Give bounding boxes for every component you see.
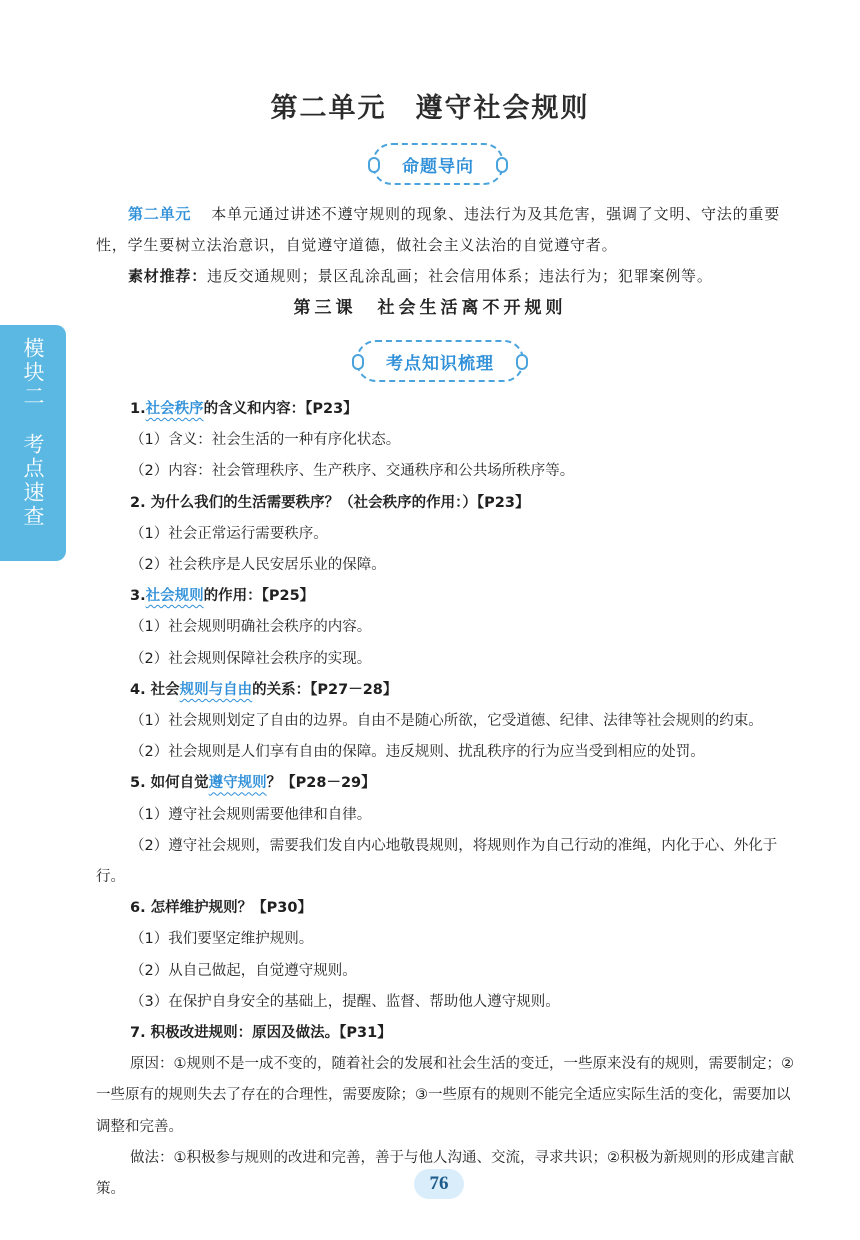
section-heading-text: 7. 积极改进规则：原因及做法。【P31】 <box>130 1025 392 1042</box>
material-text: 违反交通规则；景区乱涂乱画；社会信用体系；违法行为；犯罪案例等。 <box>207 267 713 285</box>
section-line: （1）社会正常运行需要秩序。 <box>130 525 328 542</box>
lesson-title: 第三课 社会生活离不开规则 <box>293 298 567 318</box>
section-heading <box>96 675 800 706</box>
section-line: （1）我们要坚定维护规则。 <box>130 931 314 948</box>
section-heading-text: 1. <box>130 401 146 417</box>
section-line: （2）社会规则是人们享有自由的保障。违反规则、扰乱秩序的行为应当受到相应的处罚。 <box>130 744 705 761</box>
keyword-highlight: 社会规则 <box>145 588 204 605</box>
section-heading-suffix: 的作用：【P25】 <box>203 588 315 605</box>
intro-paragraph <box>96 199 800 261</box>
material-label: 素材推荐： <box>128 267 208 285</box>
section-heading <box>96 1018 800 1049</box>
section-line: （2）遵守社会规则，需要我们发自内心地敬畏规则，将规则作为自己行动的准绳，内化于心、外化于行。 <box>96 837 778 886</box>
intro-block <box>96 199 800 292</box>
material-paragraph <box>96 261 800 292</box>
section-heading-text: 2. 为什么我们的生活需要秩序？（社会秩序的作用：）【P23】 <box>130 494 530 511</box>
intro-text: 本单元通过讲述不遵守规则的现象、违法行为及其危害，强调了文明、守法的重要性，学生要树立法治意识，自觉遵守道德，做社会主义法治的自觉遵守者。 <box>96 205 781 254</box>
section-line: （3）在保护自身安全的基础上，提醒、监督、帮助他人遵守规则。 <box>130 993 560 1010</box>
section-line: （2）内容：社会管理秩序、生产秩序、交通秩序和公共场所秩序等。 <box>130 463 575 480</box>
section-line: 做法：①积极参与规则的改进和完善，善于与他人沟通、交流，寻求共识；②积极为新规则的形成建言献策。 <box>96 1149 794 1198</box>
section-heading-suffix: 的关系：【P27－28】 <box>252 681 398 698</box>
badge-label: 命题导向 <box>402 156 474 177</box>
badge-label: 考点知识梳理 <box>386 353 494 374</box>
section-heading <box>96 488 800 519</box>
side-tab <box>0 325 66 561</box>
page-number: 76 <box>414 1169 464 1199</box>
section-heading <box>96 394 800 425</box>
section-line: （2）从自己做起，自觉遵守规则。 <box>130 962 357 979</box>
section-line: （1）社会规则划定了自由的边界。自由不是随心所欲，它受道德、纪律、法律等社会规则的约束。 <box>130 713 763 730</box>
intro-lead: 第二单元 <box>128 205 192 223</box>
section-line: （2）社会秩序是人民安居乐业的保障。 <box>130 557 386 574</box>
section-line: （1）遵守社会规则需要他律和自律。 <box>130 806 372 823</box>
section-heading-suffix: ？【P28－29】 <box>266 775 376 792</box>
section-heading <box>96 768 800 799</box>
section-line: （1）社会规则明确社会秩序的内容。 <box>130 619 372 636</box>
section-heading-text: 6. 怎样维护规则？【P30】 <box>130 900 312 917</box>
keyword-highlight: 遵守规则 <box>208 775 267 792</box>
side-tab-label: 模块二 考点速查 <box>21 337 45 529</box>
section-line: （2）社会规则保障社会秩序的实现。 <box>130 650 372 667</box>
badge-proposition-guide <box>372 143 504 185</box>
section-heading-suffix: 的含义和内容：【P23】 <box>203 401 358 417</box>
keyword-highlight: 社会秩序 <box>145 401 204 417</box>
knowledge-points <box>96 394 800 1205</box>
badge-key-points <box>356 340 524 382</box>
section-heading <box>96 581 800 612</box>
unit-title: 第二单元 遵守社会规则 <box>270 93 590 124</box>
keyword-highlight: 规则与自由 <box>179 681 253 698</box>
section-heading-text: 3. <box>130 588 146 605</box>
section-line: （1）含义：社会生活的一种有序化状态。 <box>130 432 401 449</box>
section-heading-text: 4. 社会 <box>130 681 180 698</box>
section-heading-text: 5. 如何自觉 <box>130 775 209 792</box>
section-heading <box>96 893 800 924</box>
section-line: 原因：①规则不是一成不变的，随着社会的发展和社会生活的变迁，一些原来没有的规则，需要制定；②一些原有的规则失去了存在的合理性，需要废除；③一些原有的规则不能完全适应实际生活的变化，需要加以调整和完善。 <box>96 1056 794 1135</box>
